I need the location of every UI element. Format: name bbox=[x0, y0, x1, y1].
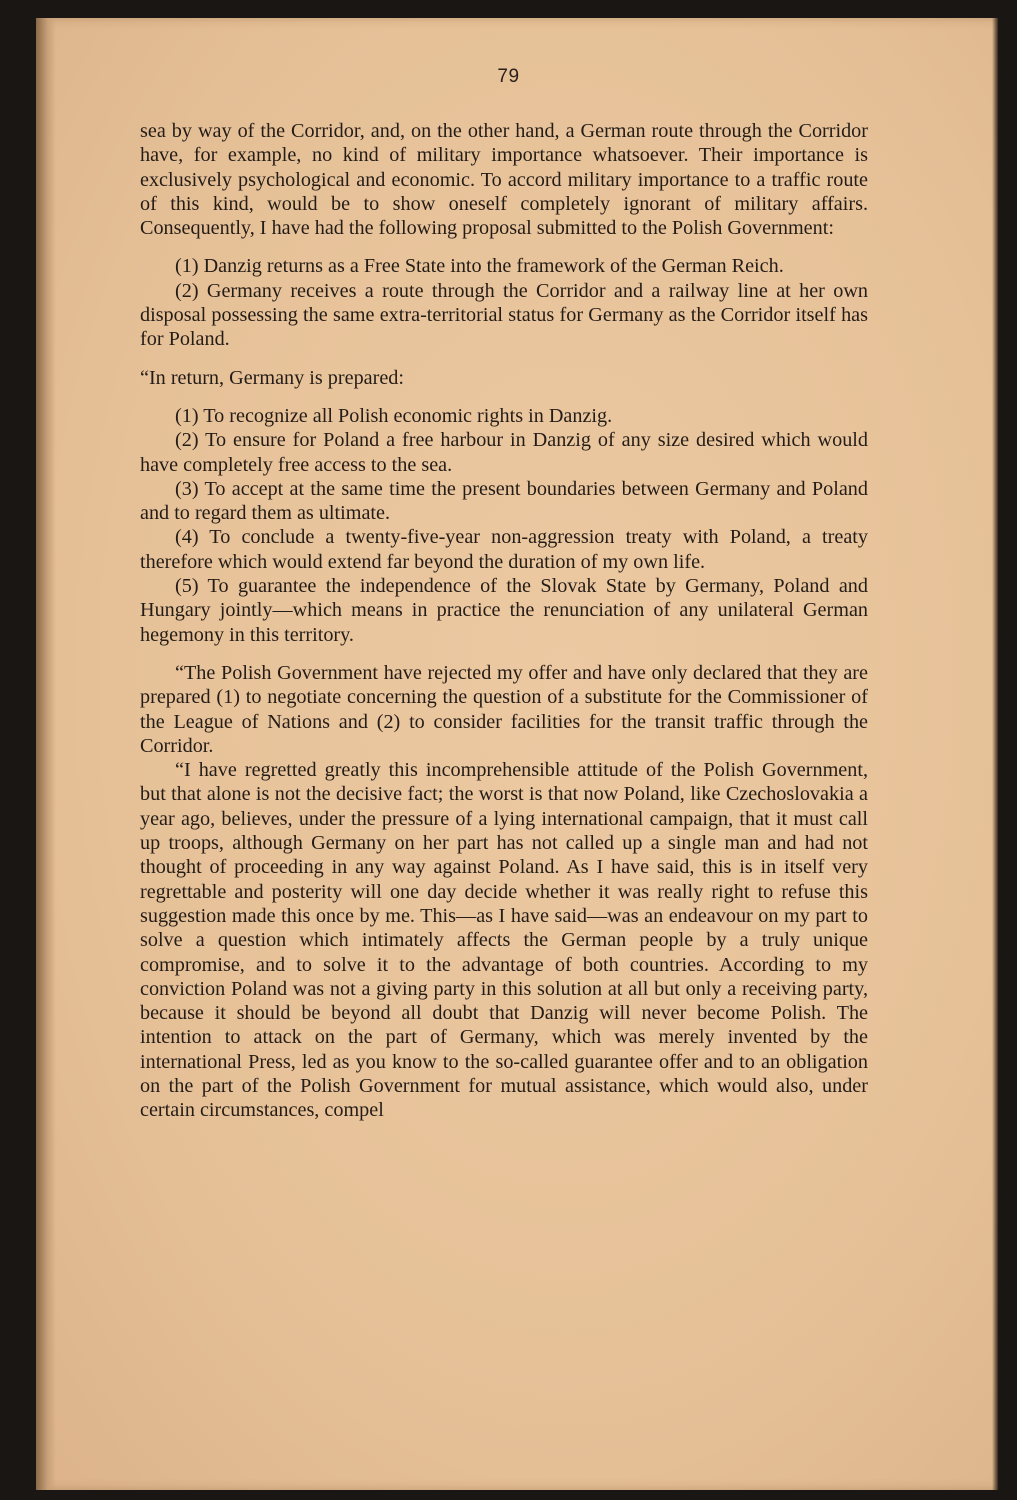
paragraph-in-return: “In return, Germany is prepared: bbox=[140, 366, 405, 389]
offer-item-1: (1) To recognize all Polish economic rights in Danzig. bbox=[175, 404, 613, 427]
proposal-item-1: (1) Danzig returns as a Free State into the framework of the German Reich. bbox=[175, 255, 784, 278]
paragraph-corridor-importance: sea by way of the Corridor, and, on the other hand, a German route through the Corridor have, for example, no kind of military importance whatsoever. Their importance is exclusively psychological and economic. To accord military importance to a traffic route of this kind, would be to show oneself completely ignorant of military affairs. Consequently, I have had the following proposal submitted to the Polish Government: bbox=[140, 120, 868, 240]
body-text bbox=[140, 119, 868, 1123]
binding-gutter bbox=[36, 18, 56, 1490]
offer-item-5: (5) To guarantee the independence of the Slovak State by Germany, Poland and Hungary jointly—which means in practice the renunciation of any unilateral German hegemony in this territory. bbox=[140, 575, 868, 646]
page-edge-shadow bbox=[992, 18, 998, 1490]
paragraph-regret: “I have regretted greatly this incomprehensible attitude of the Polish Government, but that alone is not the decisive fact; the worst is that now Poland, like Czechoslovakia a year ago, believes, under the pressure of a lying international campaign, that it must call up troops, although Germany on her part has not called up a single man and had not thought of proceeding in any way against Poland. As I have said, this is in itself very regrettable and posterity will one day decide whether it was really right to refuse this suggestion made this once by me. This—as I have said—was an endeavour on my part to solve a question which intimately affects the German people by a truly unique compromise, and to solve it to the advantage of both countries. According to my conviction Poland was not a giving party in this solution at all but only a receiving party, because it should be beyond all doubt that Danzig will never become Polish. The intention to attack on the part of Germany, which was merely invented by the international Press, led as you know to the so-called guarantee offer and to an obligation on the part of the Polish Government for mutual assistance, which would also, under certain circumstances, compel bbox=[140, 759, 868, 1122]
offer-item-3: (3) To accept at the same time the present boundaries between Germany and Poland and to regard them as ultimate. bbox=[140, 477, 868, 525]
proposal-item-2: (2) Germany receives a route through the Corridor and a railway line at her own disposal possessing the same extra-territorial status for Germany as the Corridor itself has for Poland. bbox=[140, 279, 868, 351]
page-number: 79 bbox=[497, 66, 520, 87]
offer-item-4: (4) To conclude a twenty-five-year non-aggression treaty with Poland, a treaty therefore which would extend far beyond the duration of my own life. bbox=[140, 526, 868, 573]
offer-item-2: (2) To ensure for Poland a free harbour in Danzig of any size desired which would have completely free access to the sea. bbox=[140, 429, 868, 476]
paragraph-polish-rejection: “The Polish Government have rejected my offer and have only declared that they are prepared (1) to negotiate concerning the question of a substitute for the Commissioner of the League of Nations and (2) to consider facilities for the transit traffic through the Corridor. bbox=[140, 661, 868, 757]
